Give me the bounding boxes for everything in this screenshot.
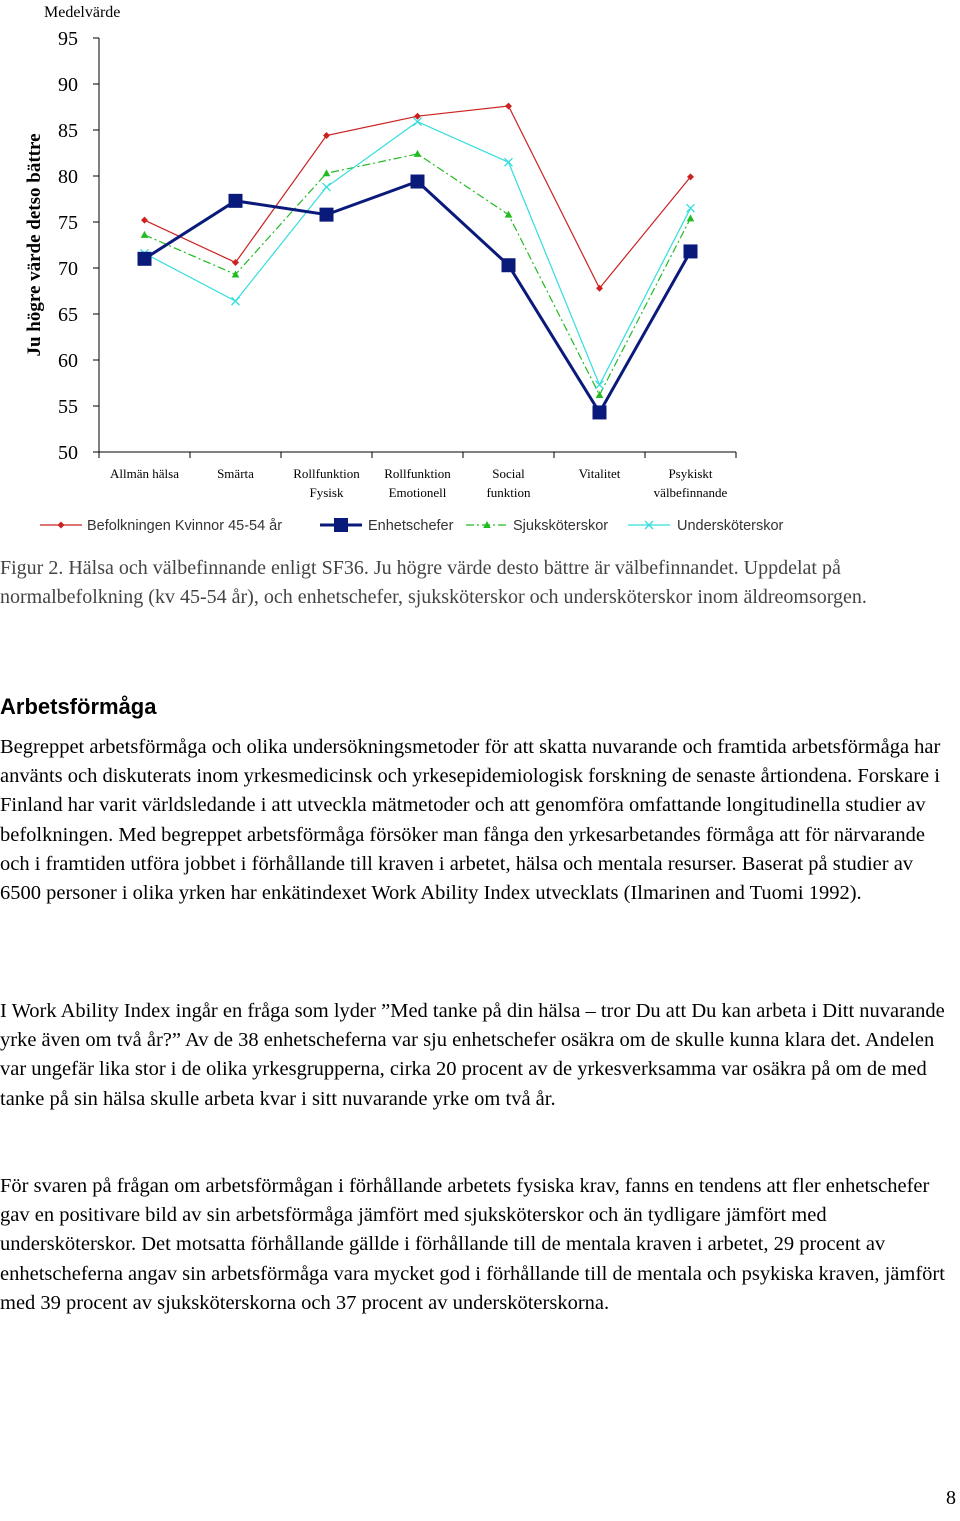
data-point-x	[687, 204, 695, 212]
sf36-line-chart	[0, 0, 960, 545]
x-category-label: Smärta	[217, 466, 254, 481]
data-point-triangle	[414, 150, 422, 157]
data-point-square	[320, 208, 334, 222]
paragraph-1: Begreppet arbetsförmåga och olika undersökningsmetoder för att skatta nuvarande och framtida arbetsförmåga har använts och diskuterats inom yrkesmedicinsk och yrkesepidemiologisk forskning de senaste årtiondena. Forskare i Finland har varit världsledande i att utveckla mätmetoder och att genomföra omfattande longitudinella studier av befolkningen. Med begreppet arbetsförmåga försöker man fånga den yrkesarbetandes förmåga att för närvarande och i framtiden utföra jobbet i förhållande till kraven i arbetet, hälsa och mentala resurser. Baserat på studier av 6500 personer i olika yrken har enkätindexet Work Ability Index utvecklats (Ilmarinen and Tuomi 1992).	[0, 736, 941, 905]
chart-title: Medelvärde	[44, 4, 121, 21]
y-tick-label: 70	[58, 258, 78, 280]
section-heading: Arbetsförmåga	[0, 694, 157, 719]
legend-label: Sjuksköterskor	[513, 518, 609, 534]
x-category-label: Rollfunktion	[293, 466, 360, 481]
data-point-x	[596, 381, 604, 389]
y-tick-label: 55	[58, 396, 78, 418]
data-point-square	[593, 405, 607, 419]
x-category-label: Rollfunktion	[384, 466, 451, 481]
series-line-diamond	[145, 106, 691, 288]
x-category-label: Psykiskt	[668, 466, 713, 481]
legend-marker	[58, 522, 65, 529]
legend-label: Enhetschefer	[368, 518, 454, 534]
data-point-square	[502, 258, 516, 272]
y-tick-label: 60	[58, 350, 78, 372]
y-tick-label: 85	[58, 120, 78, 142]
y-tick-label: 80	[58, 166, 78, 188]
y-tick-label: 65	[58, 304, 78, 326]
data-point-triangle	[323, 169, 331, 176]
paragraph-2: I Work Ability Index ingår en fråga som lyder ”Med tanke på din hälsa – tror Du att Du kan arbeta i Ditt nuvarande yrke även om två år?” Av de 38 enhetscheferna var sju enhetschefer osäkra om de skulle kunna klara det. Andelen var ungefär lika stor i de olika yrkesgrupperna, cirka 20 procent av de yrkesverksamma var osäkra på om de med tanke på sin hälsa skulle arbeta kvar i sitt nuvarande yrke om två år.	[0, 1000, 945, 1110]
legend-label: Undersköterskor	[677, 518, 784, 534]
data-point-triangle	[505, 211, 513, 218]
y-tick-label: 50	[58, 442, 78, 464]
page-number: 8	[946, 1487, 956, 1509]
series-line-triangle	[145, 154, 691, 395]
data-point-diamond	[505, 103, 512, 110]
x-category-label: välbefinnande	[653, 485, 728, 500]
x-category-label: funktion	[486, 485, 531, 500]
y-axis-label: Ju högre värde detso bättre	[24, 133, 45, 357]
series-line-x	[145, 122, 691, 385]
paragraph-3: För svaren på frågan om arbetsförmågan i förhållande arbetets fysiska krav, fanns en tendens att fler enhetschefer gav en positivare bild av sin arbetsförmåga jämfört med sjuksköterskor och än tydligare jämfört med undersköterskor. Det motsatta förhållande gällde i förhållande till de mentala kraven i arbetet, 29 procent av enhetscheferna angav sin arbetsförmåga vara mycket god i förhållande till de mentala och psykiska kraven, jämfört med 39 procent av sjuksköterskorna och 37 procent av undersköterskorna.	[0, 1175, 945, 1314]
data-point-square	[229, 194, 243, 208]
data-point-square	[138, 252, 152, 266]
x-category-label: Fysisk	[309, 485, 344, 500]
data-point-square	[411, 175, 425, 189]
x-category-label: Emotionell	[388, 485, 447, 500]
data-point-x	[505, 158, 513, 166]
y-tick-label: 90	[58, 74, 78, 96]
data-point-diamond	[141, 217, 148, 224]
data-point-triangle	[141, 231, 149, 238]
data-point-square	[684, 244, 698, 258]
legend-label: Befolkningen Kvinnor 45-54 år	[87, 518, 283, 534]
data-point-triangle	[687, 214, 695, 221]
data-point-x	[232, 297, 240, 305]
x-category-label: Social	[492, 466, 525, 481]
legend-marker	[334, 518, 348, 532]
data-point-triangle	[596, 391, 604, 398]
y-tick-label: 75	[58, 212, 78, 234]
x-category-label: Allmän hälsa	[110, 466, 179, 481]
y-tick-label: 95	[58, 28, 78, 50]
data-point-x	[323, 183, 331, 191]
figure-caption: Figur 2. Hälsa och välbefinnande enligt SF36. Ju högre värde desto bättre är välbefinnandet. Uppdelat på normalbefolkning (kv 45-54 år), och enhetschefer, sjuksköterskor och undersköterskor inom äldreomsorgen.	[0, 557, 867, 608]
x-category-label: Vitalitet	[578, 466, 621, 481]
